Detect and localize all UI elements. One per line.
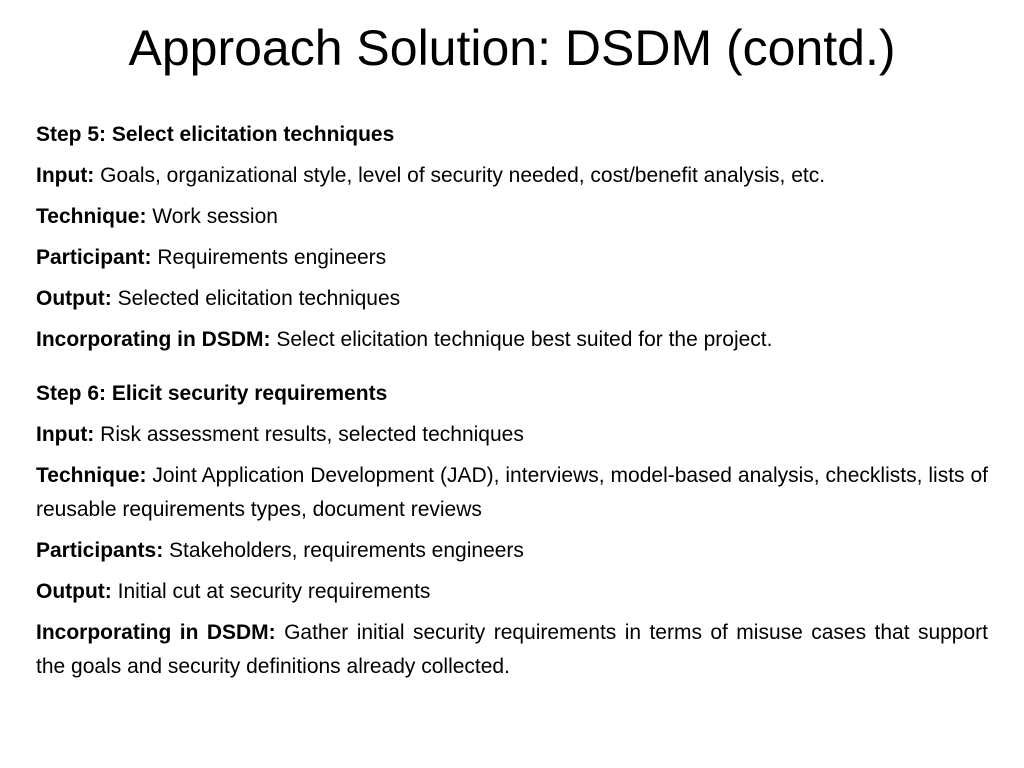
step-6-participants [36, 534, 988, 568]
field-text: Selected elicitation techniques [117, 287, 401, 310]
field-label: Participant: [36, 246, 152, 269]
field-label: Output: [36, 287, 112, 310]
step-5-section [36, 118, 988, 357]
field-label: Technique: [36, 205, 147, 228]
slide-content [36, 118, 988, 691]
step-5-incorporating [36, 323, 988, 357]
field-label: Output: [36, 580, 112, 603]
field-label: Incorporating in DSDM: [36, 621, 276, 644]
field-text: Stakeholders, requirements engineers [169, 539, 524, 562]
field-text: Select elicitation technique best suited for the project. [276, 328, 773, 351]
field-text: Initial cut at security requirements [117, 580, 431, 603]
step-6-heading: Step 6: Elicit security requirements [36, 382, 388, 405]
step-6-output [36, 575, 988, 609]
step-6-input [36, 418, 988, 452]
field-label: Input: [36, 423, 95, 446]
step-6-technique [36, 459, 988, 527]
field-text: Gather initial security requirements in terms of misuse cases that support the goals and security definitions already collected. [36, 621, 988, 678]
field-text: Risk assessment results, selected techniques [100, 423, 524, 446]
step-5-input [36, 159, 988, 193]
step-6-incorporating [36, 616, 988, 684]
field-text: Work session [152, 205, 278, 228]
step-5-technique [36, 200, 988, 234]
field-text: Joint Application Development (JAD), interviews, model-based analysis, checklists, lists of reusable requirements types, document reviews [36, 464, 989, 521]
field-label: Input: [36, 164, 95, 187]
field-label: Technique: [36, 464, 147, 487]
field-label: Participants: [36, 539, 164, 562]
slide-title: Approach Solution: DSDM (contd.) [128, 20, 896, 76]
step-5-participant [36, 241, 988, 275]
field-label: Incorporating in DSDM: [36, 328, 271, 351]
step-5-heading: Step 5: Select elicitation techniques [36, 123, 395, 146]
step-6-section [36, 377, 988, 684]
field-text: Goals, organizational style, level of security needed, cost/benefit analysis, etc. [100, 164, 826, 187]
field-text: Requirements engineers [157, 246, 387, 269]
step-5-output [36, 282, 988, 316]
